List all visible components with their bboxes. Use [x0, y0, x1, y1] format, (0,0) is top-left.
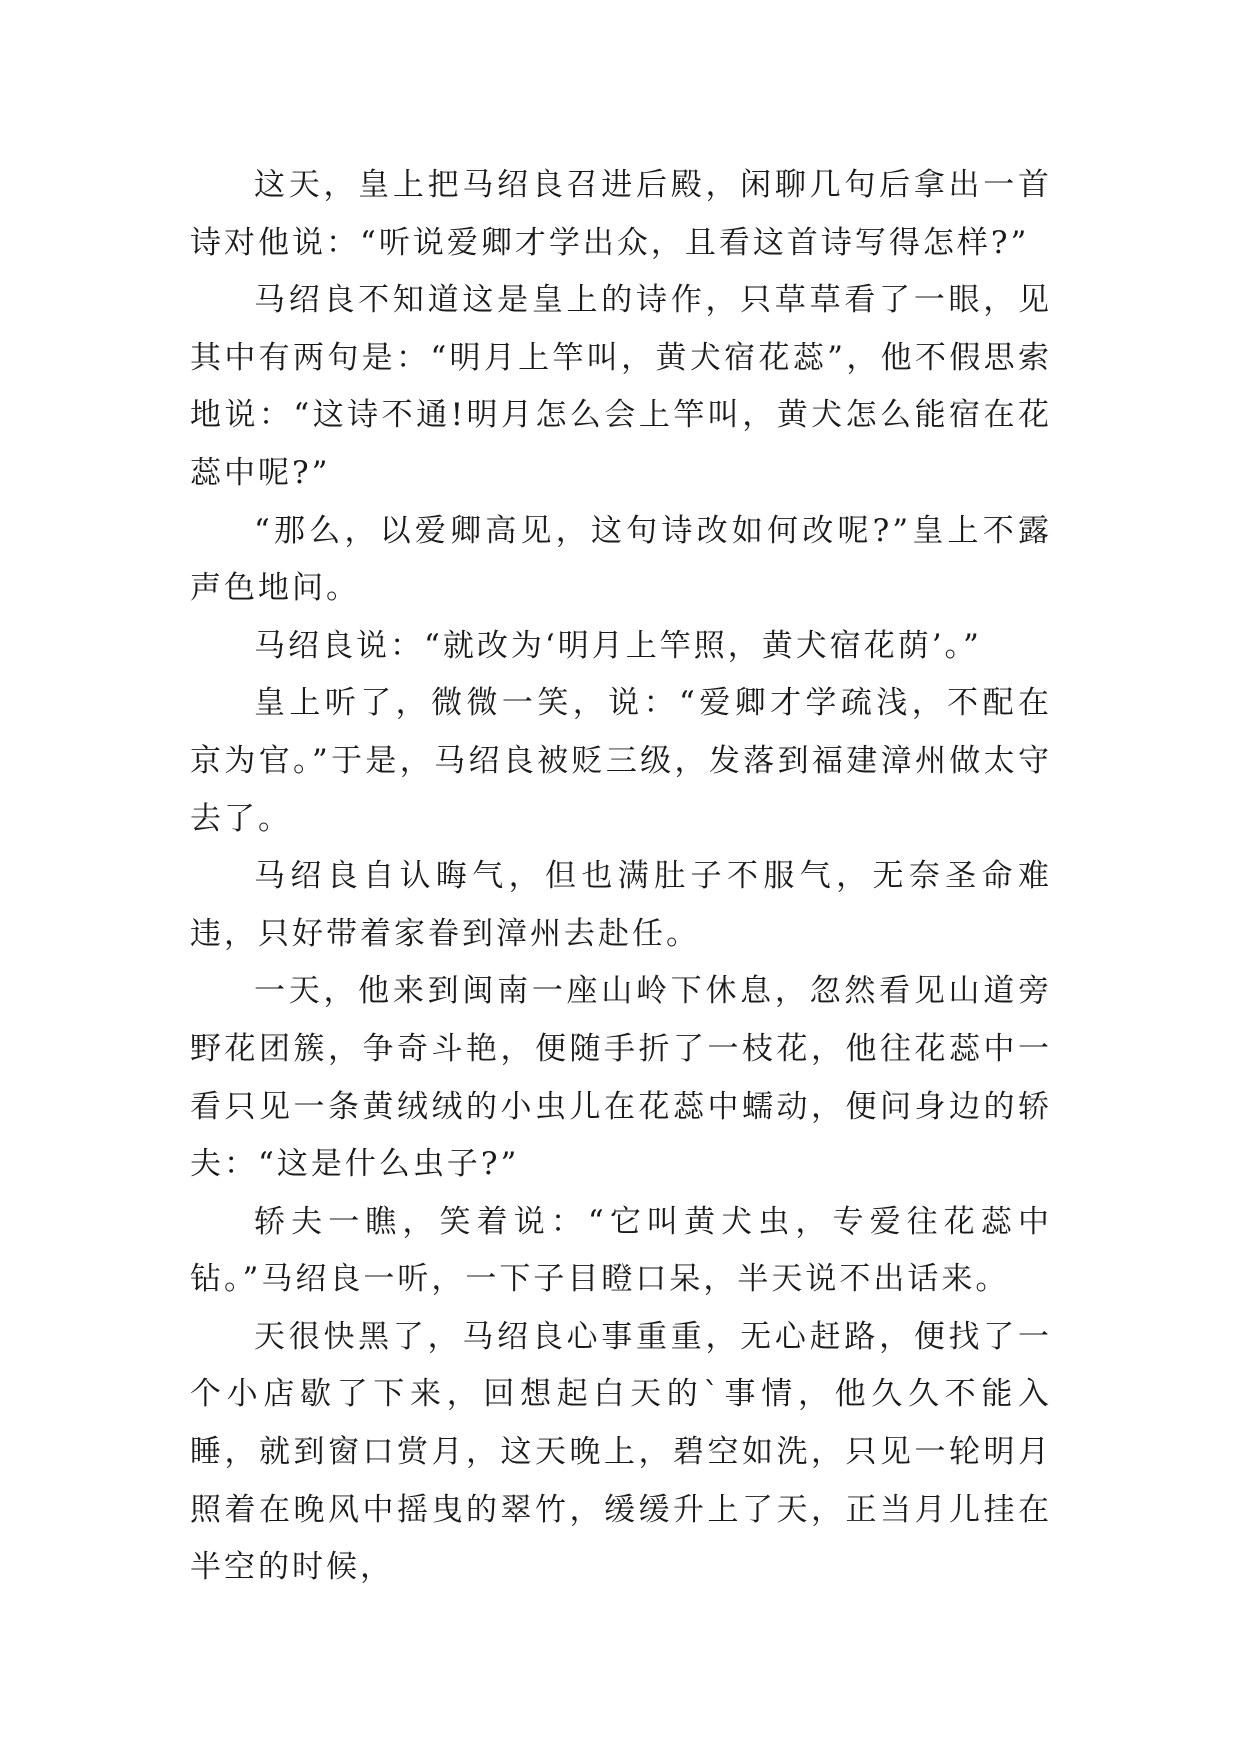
paragraph: 皇上听了，微微一笑，说：“爱卿才学疏浅，不配在京为官。”于是，马绍良被贬三级，发落到福建漳州做太守去了。	[190, 685, 1052, 837]
paragraph: 轿夫一瞧，笑着说：“它叫黄犬虫，专爱往花蕊中钻。”马绍良一听，一下子目瞪口呆，半天说不出话来。	[190, 1203, 1052, 1298]
paragraph: 马绍良说：“就改为‘明月上竿照，黄犬宿花荫’。”	[254, 627, 982, 664]
paragraph: “那么，以爱卿高见，这句诗改如何改呢?”皇上不露声色地问。	[190, 512, 1052, 607]
paragraph: 这天，皇上把马绍良召进后殿，闲聊几句后拿出一首诗对他说：“听说爱卿才学出众，且看这首诗写得怎样?”	[190, 167, 1052, 261]
document-body	[190, 157, 1052, 1597]
paragraph: 一天，他来到闽南一座山岭下休息，忽然看见山道旁野花团簇，争奇斗艳，便随手折了一枝花，他往花蕊中一看只见一条黄绒绒的小虫儿在花蕊中蠕动，便问身边的轿夫：“这是什么虫子?”	[190, 973, 1052, 1183]
paragraph: 马绍良自认晦气，但也满肚子不服气，无奈圣命难违，只好带着家眷到漳州去赴任。	[190, 858, 1052, 952]
paragraph: 马绍良不知道这是皇上的诗作，只草草看了一眼，见其中有两句是：“明月上竿叫，黄犬宿花蕊”，他不假思索地说：“这诗不通!明月怎么会上竿叫，黄犬怎么能宿在花蕊中呢?”	[190, 282, 1052, 491]
paragraph: 天很快黑了，马绍良心事重重，无心赶路，便找了一个小店歇了下来，回想起白天的`事情，他久久不能入睡，就到窗口赏月，这天晚上，碧空如洗，只见一轮明月照着在晚风中摇曳的翠竹，缓缓升上了天，正当月儿挂在半空的时候，	[190, 1318, 1052, 1586]
